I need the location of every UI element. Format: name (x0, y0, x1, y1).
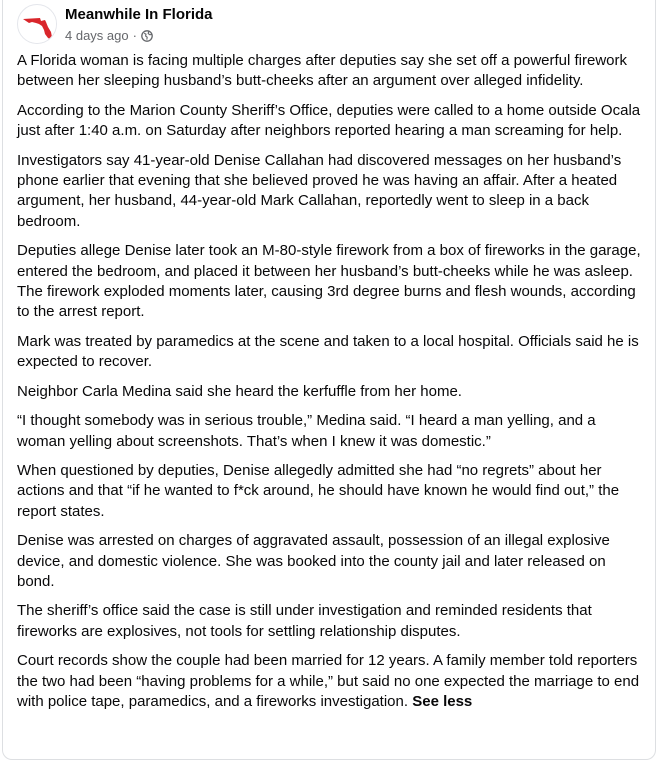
page-avatar[interactable] (17, 4, 57, 44)
post-paragraph: “I thought somebody was in serious trouble,” Medina said. “I heard a man yelling, and a woman yelling about screenshots. That’s when I knew it was domestic.” (17, 412, 596, 450)
post-card (2, 0, 656, 760)
post-paragraph: The sheriff’s office said the case is still under investigation and reminded residents that fireworks are explosives, not tools for settling relationship disputes. (17, 602, 592, 640)
florida-state-icon (18, 5, 57, 44)
post-paragraph: Deputies allege Denise later took an M-80-style firework from a box of fireworks in the garage, entered the bedroom, and placed it between her husband’s butt-cheeks while he was asleep. The firework exploded moments later, causing 3rd degree burns and flesh wounds, according to the arrest report. (17, 242, 641, 321)
globe-icon[interactable] (141, 30, 153, 42)
post-timestamp[interactable]: 4 days ago (65, 28, 129, 43)
post-paragraph-last (17, 651, 645, 712)
post-meta (65, 28, 213, 44)
meta-separator: · (132, 28, 137, 43)
post-paragraph-text: Court records show the couple had been married for 12 years. A family member told reporters the two had been “having problems for a while,” but said no one expected the marriage to end with police tape, paramedics, and a fireworks investigation. (17, 652, 640, 710)
post-paragraph: According to the Marion County Sheriff’s Office, deputies were called to a home outside Ocala just after 1:40 a.m. on Saturday after neighbors reported hearing a man screaming for help. (17, 101, 641, 140)
post-paragraph: Denise was arrested on charges of aggravated assault, possession of an illegal explosive device, and domestic violence. She was booked into the county jail and later released on bond. (17, 532, 610, 590)
post-paragraph: When questioned by deputies, Denise allegedly admitted she had “no regrets” about her actions and that “if he wanted to f*ck around, he should have known he would find out,” the report states. (17, 461, 620, 520)
post-paragraph: Neighbor Carla Medina said she heard the kerfuffle from her home. (17, 382, 462, 400)
post-paragraph: Investigators say 41-year-old Denise Callahan had discovered messages on her husband’s phone earlier that evening that she believed proved he was having an affair. After a heated argument, her husband, 44-year-old Mark Callahan, reportedly went to sleep in a back bedroom. (17, 151, 622, 230)
post-body (17, 51, 645, 721)
post-header (17, 4, 213, 48)
page-name[interactable]: Meanwhile In Florida (65, 6, 213, 23)
see-less-button[interactable]: See less (412, 692, 473, 710)
post-paragraph: A Florida woman is facing multiple charges after deputies say she set off a powerful firework between her sleeping husband’s butt-cheeks after an argument over alleged infidelity. (17, 52, 628, 90)
post-paragraph: Mark was treated by paramedics at the scene and taken to a local hospital. Officials said he is expected to recover. (17, 332, 639, 371)
